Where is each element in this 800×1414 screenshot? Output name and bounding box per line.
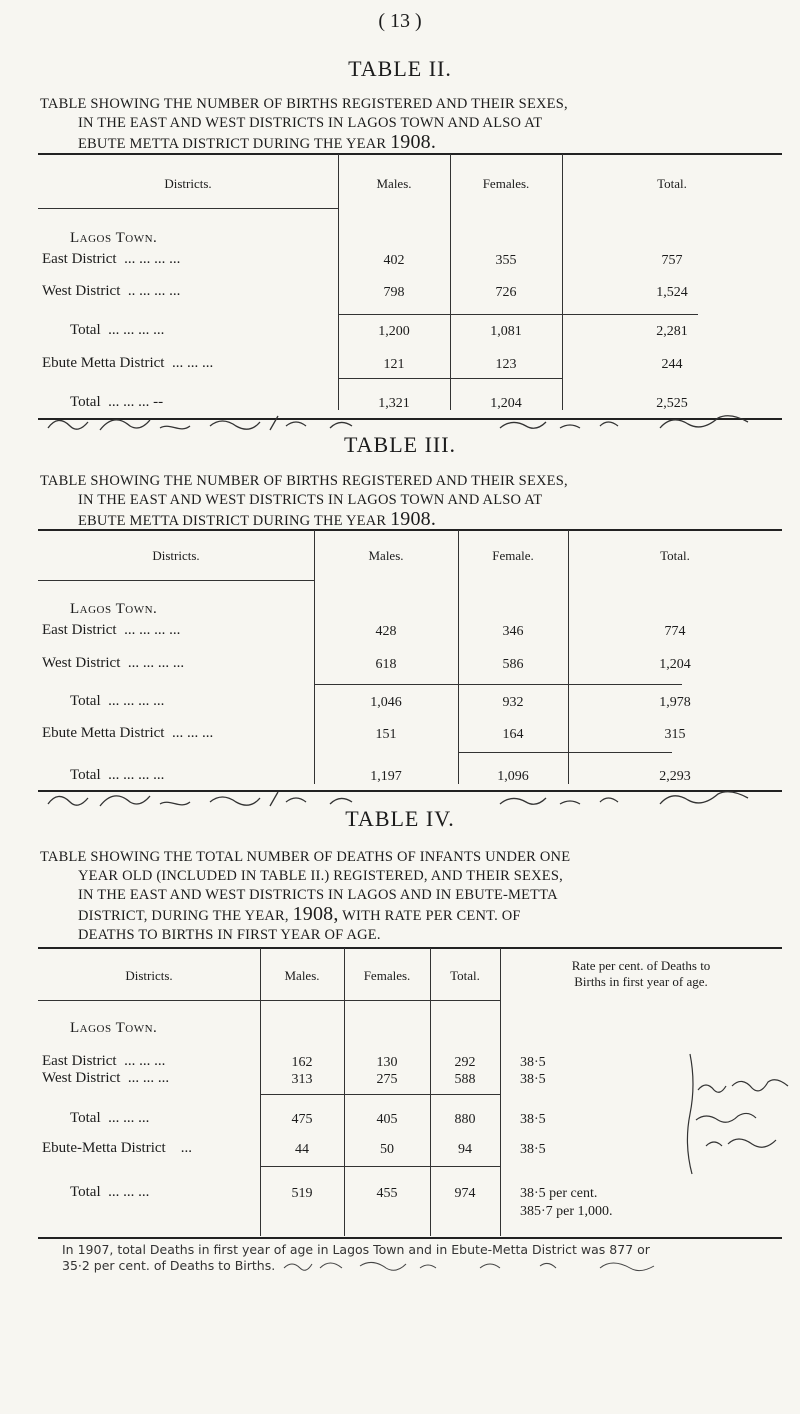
table-2-header-total: Total. bbox=[657, 176, 687, 191]
row-label-text: Ebute-Metta District bbox=[42, 1140, 166, 1156]
table-4-cell-total: 974 bbox=[454, 1186, 476, 1201]
table-3-row-label bbox=[42, 655, 184, 672]
row-label-text: Total bbox=[70, 322, 101, 338]
row-label-text: Total bbox=[70, 1184, 101, 1200]
table-4-cell-males: 475 bbox=[291, 1112, 313, 1127]
page-number: ( 13 ) bbox=[378, 10, 422, 32]
table-4-header-females: Females. bbox=[363, 968, 411, 983]
table-3-cell-total: 315 bbox=[664, 727, 686, 742]
table-4-cell-rate: 38·5 bbox=[520, 1055, 546, 1070]
margin-handwritten-note bbox=[676, 1050, 798, 1180]
table-2-cell-total: 757 bbox=[661, 253, 683, 268]
table-2-desc-line1: TABLE SHOWING THE NUMBER OF BIRTHS REGISTERED AND THEIR SEXES, bbox=[40, 96, 568, 112]
table-2-subtotal-rule bbox=[338, 314, 698, 315]
table-3-desc-line2: IN THE EAST AND WEST DISTRICTS IN LAGOS TOWN AND ALSO AT bbox=[78, 492, 543, 508]
table-3-header-divider bbox=[38, 580, 314, 581]
table-3-cell-females: 1,096 bbox=[497, 769, 529, 784]
leader-dots: ... ... ... ... bbox=[124, 622, 181, 638]
table-3-top-rule bbox=[38, 529, 782, 531]
table-4-desc-line5: DEATHS TO BIRTHS IN FIRST YEAR OF AGE. bbox=[78, 927, 381, 943]
table-4-bottom-rule bbox=[38, 1237, 782, 1239]
table-4-cell-rate: 38·5 bbox=[520, 1112, 546, 1127]
table-2-header-males: Males. bbox=[376, 176, 412, 191]
table-2-cell-males: 1,321 bbox=[378, 396, 410, 411]
table-3-subtotal-rule bbox=[314, 684, 682, 685]
table-4-cell-rate: 38·5 per cent. bbox=[520, 1186, 598, 1201]
table-3-description bbox=[40, 472, 770, 531]
table-2-header-divider bbox=[38, 208, 338, 209]
table-4-row-label bbox=[42, 1053, 165, 1070]
row-label-text: Total bbox=[70, 394, 101, 410]
leader-dots: ... ... ... ... bbox=[124, 251, 181, 267]
table-4-cell-total: 880 bbox=[454, 1112, 476, 1127]
leader-dots: ... ... ... bbox=[108, 1110, 150, 1126]
table-2-cell-females: 726 bbox=[495, 285, 517, 300]
leader-dots: ... ... ... ... bbox=[108, 693, 165, 709]
table-4-cell-males: 44 bbox=[295, 1142, 309, 1157]
table-2-title: TABLE II. bbox=[348, 56, 452, 81]
row-label-text: Total bbox=[70, 693, 101, 709]
table-2-desc-line2: IN THE EAST AND WEST DISTRICTS IN LAGOS TOWN AND ALSO AT bbox=[78, 115, 543, 131]
table-3-cell-total: 774 bbox=[664, 624, 686, 639]
table-4-cell-total: 94 bbox=[458, 1142, 472, 1157]
table-2-description bbox=[40, 95, 770, 154]
table-2-cell-males: 1,200 bbox=[378, 324, 410, 339]
table-3-header-males: Males. bbox=[368, 548, 404, 563]
table-4-header-rate bbox=[500, 958, 782, 990]
footnote-handwritten-annotation bbox=[280, 1256, 700, 1276]
table-4-cell-total: 588 bbox=[454, 1072, 476, 1087]
row-label-text: West District bbox=[42, 283, 121, 299]
table-4-cell-males: 162 bbox=[291, 1055, 313, 1070]
table-4-desc-line2: YEAR OLD (INCLUDED IN TABLE II.) REGISTERED, AND THEIR SEXES, bbox=[78, 868, 563, 884]
table-3-cell-total: 2,293 bbox=[659, 769, 691, 784]
table-4-desc-line3: IN THE EAST AND WEST DISTRICTS IN LAGOS AND IN EBUTE-METTA bbox=[78, 887, 558, 903]
table-4-row-label bbox=[42, 1070, 169, 1087]
table-4-desc-line4a: DISTRICT, DURING THE YEAR, bbox=[78, 908, 289, 924]
table-4-row-label bbox=[42, 1140, 192, 1157]
table-3-desc-line3 bbox=[40, 510, 770, 531]
row-label-text: Total bbox=[70, 767, 101, 783]
row-label-text: East District bbox=[42, 622, 117, 638]
table-3-cell-females: 932 bbox=[502, 695, 524, 710]
table-2-cell-females: 123 bbox=[495, 357, 517, 372]
row-label-text: Ebute Metta District bbox=[42, 355, 165, 371]
table-3-subtotal-rule-2 bbox=[458, 752, 672, 753]
table-3-row-label bbox=[70, 767, 164, 784]
table-4-cell-females: 405 bbox=[376, 1112, 398, 1127]
row-label-text: West District bbox=[42, 1070, 121, 1086]
table-4-header-districts: Districts. bbox=[125, 968, 173, 983]
table-4-subtotal-rule bbox=[260, 1094, 500, 1095]
table-4-header-males: Males. bbox=[284, 968, 320, 983]
table-3-cell-males: 618 bbox=[375, 657, 397, 672]
table-4-desc-line4 bbox=[40, 905, 770, 926]
table-4-row-label bbox=[70, 1110, 149, 1127]
leader-dots: ... ... ... ... bbox=[108, 322, 165, 338]
table-3-row-label bbox=[70, 693, 164, 710]
table-2-row-label bbox=[42, 283, 180, 300]
table-4-desc-line1: TABLE SHOWING THE TOTAL NUMBER OF DEATHS OF INFANTS UNDER ONE bbox=[40, 849, 571, 865]
table-3-header-districts: Districts. bbox=[152, 548, 200, 563]
table-2-cell-total: 2,525 bbox=[656, 396, 688, 411]
table-4-top-rule bbox=[38, 947, 782, 949]
table-2-row-label bbox=[42, 251, 180, 268]
table-4-cell-rate: 38·5 bbox=[520, 1072, 546, 1087]
table-4-cell-males: 313 bbox=[291, 1072, 313, 1087]
table-3-cell-total: 1,204 bbox=[659, 657, 691, 672]
table-3-cell-males: 428 bbox=[375, 624, 397, 639]
leader-dots: ... ... ... bbox=[124, 1053, 166, 1069]
table-3-section-lagos-town: Lagos Town. bbox=[70, 601, 158, 617]
table-2-desc-line3-text: EBUTE METTA DISTRICT DURING THE YEAR bbox=[78, 136, 387, 152]
table-2-cell-males: 798 bbox=[383, 285, 405, 300]
leader-dots: ... ... ... bbox=[171, 355, 214, 371]
table-4-header-rate-line1: Rate per cent. of Deaths to bbox=[571, 958, 711, 973]
table-3-desc-line1: TABLE SHOWING THE NUMBER OF BIRTHS REGISTERED AND THEIR SEXES, bbox=[40, 473, 568, 489]
table-2-header-females: Females. bbox=[482, 176, 530, 191]
table-2-header-districts: Districts. bbox=[164, 176, 212, 191]
table-4-cell-females: 50 bbox=[380, 1142, 394, 1157]
leader-dots: ... ... ... ... bbox=[127, 655, 185, 671]
table-4-description bbox=[40, 848, 770, 945]
table-3-cell-females: 164 bbox=[502, 727, 524, 742]
table-2-row-label bbox=[70, 322, 164, 339]
table-3-title: TABLE III. bbox=[343, 432, 457, 457]
table-2-cell-females: 1,204 bbox=[490, 396, 522, 411]
table-4-cell-rate: 38·5 bbox=[520, 1142, 546, 1157]
table-4-cell-females: 455 bbox=[376, 1186, 398, 1201]
table-2-section-lagos-town: Lagos Town. bbox=[70, 230, 158, 246]
table-3-row-label bbox=[42, 622, 180, 639]
leader-dots: ... ... ... bbox=[127, 1070, 170, 1086]
table-4-header-total: Total. bbox=[450, 968, 480, 983]
leader-dots: ... ... ... ... bbox=[108, 767, 165, 783]
table-3-cell-females: 586 bbox=[502, 657, 524, 672]
table-2-row-label bbox=[42, 355, 213, 372]
table-3-cell-total: 1,978 bbox=[659, 695, 691, 710]
table-4-subtotal-rule-2 bbox=[260, 1166, 500, 1167]
table-4-row-label bbox=[70, 1184, 149, 1201]
table-2-desc-line3 bbox=[40, 133, 770, 154]
table-4-year: 1908, bbox=[292, 903, 339, 925]
table-2-top-rule bbox=[38, 153, 782, 155]
table-4-section-lagos-town: Lagos Town. bbox=[70, 1020, 158, 1036]
table-3-cell-males: 1,197 bbox=[370, 769, 402, 784]
leader-dots: .. ... ... ... bbox=[127, 283, 181, 299]
footnote-line1: In 1907, total Deaths in first year of age in Lagos Town and in Ebute-Metta District was 877 or bbox=[62, 1242, 650, 1257]
row-label-text: West District bbox=[42, 655, 121, 671]
table-3-cell-males: 1,046 bbox=[370, 695, 402, 710]
table-4-cell-females: 130 bbox=[376, 1055, 398, 1070]
table-3-header-total: Total. bbox=[660, 548, 690, 563]
leader-dots: ... bbox=[180, 1140, 192, 1156]
leader-dots: ... ... ... -- bbox=[108, 394, 164, 410]
table-4-cell-females: 275 bbox=[376, 1072, 398, 1087]
table-4-cell-males: 519 bbox=[291, 1186, 313, 1201]
row-label-text: Ebute Metta District bbox=[42, 725, 165, 741]
table-2-cell-males: 402 bbox=[383, 253, 405, 268]
table-2-cell-total: 244 bbox=[661, 357, 683, 372]
table-2-year: 1908. bbox=[390, 131, 437, 153]
table-3-header-females: Female. bbox=[492, 548, 534, 563]
row-label-text: East District bbox=[42, 251, 117, 267]
row-label-text: East District bbox=[42, 1053, 117, 1069]
row-label-text: Total bbox=[70, 1110, 101, 1126]
footnote-line2: 35·2 per cent. of Deaths to Births. bbox=[62, 1258, 276, 1273]
table-2-cell-males: 121 bbox=[383, 357, 405, 372]
table-2-cell-females: 1,081 bbox=[490, 324, 522, 339]
table-2-cell-total: 1,524 bbox=[656, 285, 688, 300]
table-3-cell-males: 151 bbox=[375, 727, 397, 742]
table-4-title: TABLE IV. bbox=[345, 806, 455, 831]
table-4-col-divider-4 bbox=[500, 948, 501, 1236]
table-2-subtotal-rule-2 bbox=[338, 378, 562, 379]
table-2-cell-total: 2,281 bbox=[656, 324, 688, 339]
table-4-cell-rate-per-1000: 385·7 per 1,000. bbox=[520, 1204, 613, 1219]
table-4-cell-total: 292 bbox=[454, 1055, 476, 1070]
table-4-header-rate-line2: Births in first year of age. bbox=[574, 974, 708, 989]
table-4-desc-line4b: WITH RATE PER CENT. OF bbox=[342, 908, 521, 924]
table-3-cell-females: 346 bbox=[502, 624, 524, 639]
table-3-desc-line3-text: EBUTE METTA DISTRICT DURING THE YEAR bbox=[78, 513, 387, 529]
table-2-cell-females: 355 bbox=[495, 253, 517, 268]
table-3-year: 1908. bbox=[390, 508, 437, 530]
table-3-row-label bbox=[42, 725, 213, 742]
leader-dots: ... ... ... bbox=[171, 725, 214, 741]
leader-dots: ... ... ... bbox=[108, 1184, 150, 1200]
